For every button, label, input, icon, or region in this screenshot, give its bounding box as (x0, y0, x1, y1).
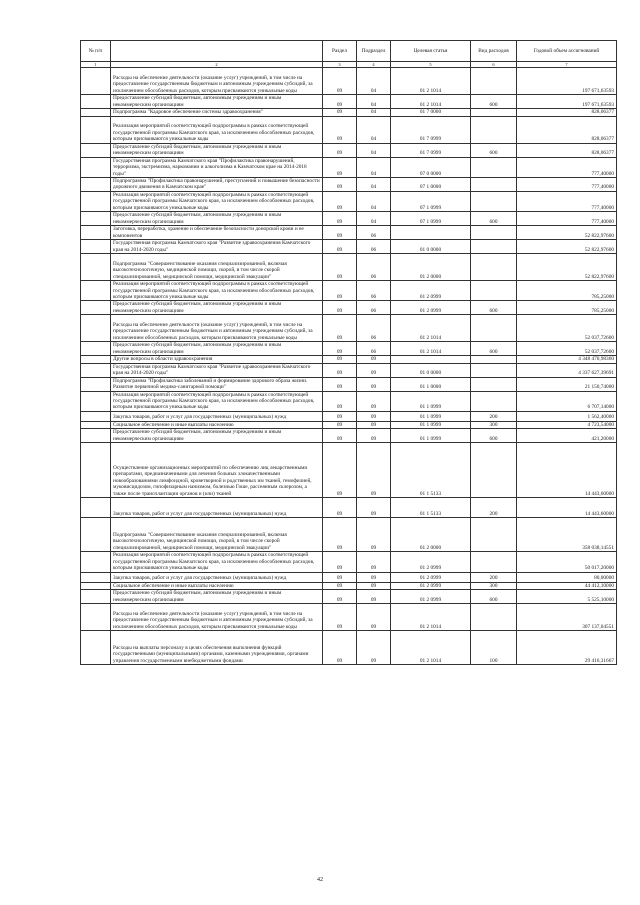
subsection-cell: 09 (357, 498, 391, 518)
section-cell: 09 (323, 315, 357, 342)
expense-type-cell (471, 191, 517, 211)
index-cell: 3 (323, 62, 357, 68)
target-article-cell: 01 2 1014 (391, 315, 471, 342)
target-article-cell: 01 2 0999 (391, 590, 471, 604)
table-row (81, 143, 617, 157)
section-cell: 09 (323, 443, 357, 498)
subsection-cell: 09 (357, 572, 391, 582)
target-article-cell: 01 0 0000 (391, 240, 471, 254)
table-row (81, 254, 617, 281)
amount-cell: 50 017,20000 (517, 552, 617, 572)
target-article-cell: 01 1 0000 (391, 377, 471, 391)
row-number-cell (81, 603, 111, 630)
expense-name-cell: Закупка товаров, работ и услуг для государственных (муниципальных) нужд (111, 411, 323, 421)
col-amount-header: Годовой объем ассигнований (517, 41, 617, 62)
table-row (81, 109, 617, 116)
expense-name-cell: Государственная программа Камчатского края "Профилактика правонарушений, терроризма, экстремизма, наркомании и алкоголизма в Камчатском крае на 2014-2018 годы" (111, 157, 323, 177)
expense-name-cell: Социальное обеспечение и иные выплаты населению (111, 582, 323, 589)
expense-name-cell: Подпрограмма "Совершенствование оказания специализированной, включая высокотехнологичную, медицинской помощи, скорой, в том числе скорой специализированной, медицинской помощи, медицинской эвакуации" (111, 518, 323, 552)
table-row (81, 342, 617, 356)
expense-name-cell: Предоставление субсидий бюджетным, автономным учреждениям и иным некоммерческим организациям (111, 590, 323, 604)
amount-cell: 777,40000 (517, 178, 617, 192)
target-article-cell: 01 2 1014 (391, 603, 471, 630)
target-article-cell: 01 2 0000 (391, 518, 471, 552)
target-article-cell: 01 2 1014 (391, 95, 471, 109)
section-cell: 09 (323, 363, 357, 377)
amount-cell: 52 822,97600 (517, 226, 617, 240)
row-number-cell (81, 240, 111, 254)
expense-type-cell (471, 315, 517, 342)
expense-type-cell: 200 (471, 411, 517, 421)
amount-cell: 4 337 627,39691 (517, 363, 617, 377)
col-num-header: № п/п (81, 41, 111, 62)
table-row (81, 212, 617, 226)
expense-name-cell: Подпрограмма "Профилактика заболеваний и формирование здорового образа жизни. Развитие первичной медико-санитарной помощи" (111, 377, 323, 391)
subsection-cell: 09 (357, 552, 391, 572)
row-number-cell (81, 356, 111, 363)
row-number-cell (81, 582, 111, 589)
table-row (81, 116, 617, 143)
target-article-cell: 01 7 0999 (391, 116, 471, 143)
index-cell: 2 (111, 62, 323, 68)
row-number-cell (81, 143, 111, 157)
section-cell: 09 (323, 582, 357, 589)
table-row (81, 281, 617, 301)
section-cell: 09 (323, 109, 357, 116)
expense-type-cell (471, 109, 517, 116)
table-row (81, 421, 617, 428)
expense-type-cell: 600 (471, 342, 517, 356)
row-number-cell (81, 411, 111, 421)
subsection-cell: 06 (357, 281, 391, 301)
target-article-cell: 07 1 0000 (391, 178, 471, 192)
table-body (81, 68, 617, 665)
subsection-cell: 06 (357, 226, 391, 240)
expense-name-cell: Реализация мероприятий соответствующей подпрограммы в рамках соответствующей государственной программы Камчатского края, за исключением обособленных расходов, которым присваиваются уникальные коды (111, 391, 323, 411)
section-cell: 09 (323, 421, 357, 428)
section-cell: 09 (323, 603, 357, 630)
section-cell: 09 (323, 95, 357, 109)
target-article-cell: 07 1 0999 (391, 191, 471, 211)
target-article-cell: 01 1 0999 (391, 421, 471, 428)
row-number-cell (81, 178, 111, 192)
section-cell: 09 (323, 498, 357, 518)
expense-name-cell: Реализация мероприятий соответствующей подпрограммы в рамках соответствующей государственной программы Камчатского края, за исключением обособленных расходов, которым присваиваются уникальные коды (111, 281, 323, 301)
section-cell: 09 (323, 590, 357, 604)
expense-type-cell (471, 226, 517, 240)
expense-type-cell (471, 552, 517, 572)
expense-name-cell: Государственная программа Камчатского края "Развитие здравоохранения Камчатского края на 2014-2020 годы" (111, 240, 323, 254)
section-cell: 09 (323, 116, 357, 143)
table-row (81, 363, 617, 377)
expense-name-cell: Реализация мероприятий соответствующей подпрограммы в рамках соответствующей государственной программы Камчатского края, за исключением обособленных расходов, которым присваиваются уникальные коды (111, 116, 323, 143)
row-number-cell (81, 391, 111, 411)
expense-type-cell (471, 363, 517, 377)
expense-type-cell: 600 (471, 212, 517, 226)
row-number-cell (81, 157, 111, 177)
target-article-cell: 01 1 0999 (391, 429, 471, 443)
amount-cell: 80,00000 (517, 572, 617, 582)
row-number-cell (81, 421, 111, 428)
expense-name-cell: Предоставление субсидий бюджетным, автономным учреждениям и иным некоммерческим организациям (111, 143, 323, 157)
row-number-cell (81, 590, 111, 604)
subsection-cell: 04 (357, 178, 391, 192)
table-row (81, 572, 617, 582)
subsection-cell: 04 (357, 95, 391, 109)
index-cell: 5 (391, 62, 471, 68)
section-cell: 09 (323, 572, 357, 582)
table-header (81, 41, 617, 68)
subsection-cell: 09 (357, 363, 391, 377)
expense-name-cell: Расходы на обеспечение деятельности (оказание услуг) учреждений, в том числе на предоставление государственным бюджетным и автономным учреждениям субсидий, за исключением обособленных расходов, которым присваиваются уникальные коды (111, 603, 323, 630)
budget-table (80, 40, 617, 665)
table-row (81, 191, 617, 211)
section-cell: 09 (323, 342, 357, 356)
target-article-cell (391, 356, 471, 363)
amount-cell: 828,06377 (517, 143, 617, 157)
amount-cell: 777,40000 (517, 212, 617, 226)
table-row (81, 157, 617, 177)
expense-type-cell (471, 157, 517, 177)
table-row (81, 552, 617, 572)
expense-type-cell: 600 (471, 590, 517, 604)
subsection-cell: 06 (357, 315, 391, 342)
table-row (81, 498, 617, 518)
section-cell: 09 (323, 212, 357, 226)
subsection-cell: 06 (357, 254, 391, 281)
amount-cell: 4 723,54000 (517, 421, 617, 428)
col-section-header: Раздел (323, 41, 357, 62)
subsection-cell: 06 (357, 301, 391, 315)
target-article-cell: 07 1 0999 (391, 212, 471, 226)
subsection-cell: 06 (357, 342, 391, 356)
target-article-cell: 01 2 0999 (391, 582, 471, 589)
expense-name-cell: Государственная программа Камчатского края "Развитие здравоохранения Камчатского края на 2014-2020 годы" (111, 363, 323, 377)
amount-cell: 52 822,97600 (517, 240, 617, 254)
amount-cell: 307 137,04551 (517, 603, 617, 630)
target-article-cell: 01 7 0000 (391, 109, 471, 116)
row-number-cell (81, 281, 111, 301)
col-name-header (111, 41, 323, 62)
amount-cell: 828,06377 (517, 116, 617, 143)
amount-cell: 14 443,60000 (517, 443, 617, 498)
table-row (81, 582, 617, 589)
table-row (81, 315, 617, 342)
row-number-cell (81, 377, 111, 391)
subsection-cell: 09 (357, 443, 391, 498)
row-number-cell (81, 443, 111, 498)
row-number-cell (81, 552, 111, 572)
expense-name-cell: Осуществление организационных мероприятий по обеспечению лиц лекарственными препаратами, предназначенными для лечения больных злокачественными новообразованиями лимфоидной, кроветворной и родственных им тканей, гемофилией, муковисцидозом, гипофизарным нанизмом, болезнью Гоше, рассеянным склерозом, а также после трансплантации органов и (или) тканей (111, 443, 323, 498)
subsection-cell: 09 (357, 603, 391, 630)
row-number-cell (81, 226, 111, 240)
expense-name-cell: Предоставление субсидий бюджетным, автономным учреждениям и иным некоммерческим организациям (111, 342, 323, 356)
target-article-cell (391, 226, 471, 240)
subsection-cell: 09 (357, 429, 391, 443)
subsection-cell: 09 (357, 518, 391, 552)
row-number-cell (81, 191, 111, 211)
target-article-cell: 01 1 5133 (391, 498, 471, 518)
expense-name-cell: Предоставление субсидий бюджетным, автономным учреждениям и иным некоммерческим организациям (111, 95, 323, 109)
section-cell: 09 (323, 240, 357, 254)
section-cell: 09 (323, 391, 357, 411)
amount-cell: 421,20000 (517, 429, 617, 443)
index-cell: 6 (471, 62, 517, 68)
subsection-cell: 09 (357, 391, 391, 411)
target-article-cell: 01 0 0000 (391, 363, 471, 377)
expense-type-cell (471, 281, 517, 301)
expense-type-cell: 100 (471, 630, 517, 664)
section-cell: 09 (323, 157, 357, 177)
expense-type-cell: 200 (471, 572, 517, 582)
col-subsection-header: Подраздел (357, 41, 391, 62)
section-cell: 09 (323, 178, 357, 192)
subsection-cell: 09 (357, 377, 391, 391)
amount-cell: 358 038,14551 (517, 518, 617, 552)
expense-name-cell: Социальное обеспечение и иные выплаты населению (111, 421, 323, 428)
table-row (81, 68, 617, 95)
section-cell: 09 (323, 429, 357, 443)
expense-type-cell (471, 356, 517, 363)
expense-type-cell (471, 391, 517, 411)
section-cell: 09 (323, 254, 357, 281)
section-cell: 09 (323, 68, 357, 95)
expense-type-cell: 300 (471, 421, 517, 428)
col-type-header: Вид расходов (471, 41, 517, 62)
amount-cell: 785,25000 (517, 301, 617, 315)
expense-type-cell: 600 (471, 429, 517, 443)
amount-cell: 14 443,60000 (517, 498, 617, 518)
subsection-cell: 09 (357, 356, 391, 363)
row-number-cell (81, 116, 111, 143)
expense-name-cell: Закупка товаров, работ и услуг для государственных (муниципальных) нужд (111, 572, 323, 582)
table-row (81, 391, 617, 411)
expense-name-cell: Предоставление субсидий бюджетным, автономным учреждениям и иным некоммерческим организациям (111, 212, 323, 226)
expense-type-cell (471, 603, 517, 630)
amount-cell: 44 412,10000 (517, 582, 617, 589)
amount-cell: 777,40000 (517, 191, 617, 211)
target-article-cell: 01 2 1014 (391, 630, 471, 664)
expense-name-cell: Реализация мероприятий соответствующей подпрограммы в рамках соответствующей государственной программы Камчатского края, за исключением обособленных расходов, которым присваиваются уникальные коды (111, 552, 323, 572)
row-number-cell (81, 315, 111, 342)
section-cell: 09 (323, 226, 357, 240)
section-cell: 09 (323, 630, 357, 664)
amount-cell: 52 822,97600 (517, 254, 617, 281)
target-article-cell: 01 7 0999 (391, 143, 471, 157)
expense-type-cell (471, 240, 517, 254)
table-row (81, 411, 617, 421)
expense-name-cell: Подпрограмма "Совершенствование оказания специализированной, включая высокотехнологичную, медицинской помощи, скорой, в том числе скорой специализированной, медицинской помощи, медицинской эвакуации" (111, 254, 323, 281)
section-cell: 09 (323, 301, 357, 315)
expense-name-cell: Расходы на обеспечение деятельности (оказание услуг) учреждений, в том числе на предоставление государственным бюджетным и автономным учреждениям субсидий, за исключением обособленных расходов, которым присваиваются уникальные коды (111, 315, 323, 342)
section-cell: 09 (323, 518, 357, 552)
subsection-cell: 09 (357, 582, 391, 589)
target-article-cell: 01 2 0999 (391, 281, 471, 301)
table-row (81, 301, 617, 315)
expense-type-cell: 600 (471, 95, 517, 109)
amount-cell: 6 707,14000 (517, 391, 617, 411)
expense-type-cell (471, 178, 517, 192)
expense-name-cell: Другие вопросы в области здравоохранения (111, 356, 323, 363)
table-row (81, 377, 617, 391)
amount-cell: 52 037,72600 (517, 315, 617, 342)
subsection-cell: 04 (357, 68, 391, 95)
target-article-cell: 01 2 0000 (391, 254, 471, 281)
table-row (81, 240, 617, 254)
section-cell: 09 (323, 281, 357, 301)
index-cell: 4 (357, 62, 391, 68)
subsection-cell: 04 (357, 157, 391, 177)
section-cell: 09 (323, 411, 357, 421)
target-article-cell: 01 1 0999 (391, 391, 471, 411)
amount-cell: 777,40000 (517, 157, 617, 177)
target-article-cell: 01 1 5133 (391, 443, 471, 498)
target-article-cell: 01 1 0999 (391, 411, 471, 421)
expense-type-cell: 200 (471, 498, 517, 518)
expense-name-cell: Расходы на обеспечение деятельности (оказание услуг) учреждений, в том числе на предоставление государственным бюджетным и автономным учреждениям субсидий, за исключением обособленных расходов, которым присваиваются уникальные коды (111, 68, 323, 95)
subsection-cell: 09 (357, 411, 391, 421)
section-cell: 09 (323, 143, 357, 157)
index-cell: 1 (81, 62, 111, 68)
section-cell: 09 (323, 356, 357, 363)
table-row (81, 95, 617, 109)
subsection-cell: 04 (357, 143, 391, 157)
expense-type-cell: 300 (471, 582, 517, 589)
row-number-cell (81, 363, 111, 377)
expense-name-cell: Закупка товаров, работ и услуг для государственных (муниципальных) нужд (111, 498, 323, 518)
target-article-cell: 07 0 0000 (391, 157, 471, 177)
row-number-cell (81, 254, 111, 281)
table-row (81, 630, 617, 664)
expense-type-cell (471, 518, 517, 552)
target-article-cell: 01 2 0999 (391, 552, 471, 572)
row-number-cell (81, 429, 111, 443)
amount-cell: 52 037,72600 (517, 342, 617, 356)
expense-type-cell (471, 68, 517, 95)
amount-cell: 197 671,63593 (517, 68, 617, 95)
row-number-cell (81, 630, 111, 664)
page-number: 42 (317, 877, 323, 883)
index-cell: 7 (517, 62, 617, 68)
amount-cell: 828,06377 (517, 109, 617, 116)
target-article-cell: 01 2 0999 (391, 572, 471, 582)
amount-cell: 785,25000 (517, 281, 617, 301)
expense-type-cell (471, 254, 517, 281)
amount-cell: 4 348 470,98360 (517, 356, 617, 363)
table-row (81, 178, 617, 192)
amount-cell: 197 671,63593 (517, 95, 617, 109)
amount-cell: 29 416,31667 (517, 630, 617, 664)
section-cell: 09 (323, 377, 357, 391)
expense-name-cell: Подпрограмма "Профилактика правонарушений, преступлений и повышение безопасности дорожного движения в Камчатском крае" (111, 178, 323, 192)
table-row (81, 226, 617, 240)
expense-type-cell (471, 116, 517, 143)
row-number-cell (81, 342, 111, 356)
subsection-cell: 04 (357, 212, 391, 226)
table-row (81, 429, 617, 443)
expense-type-cell: 600 (471, 301, 517, 315)
table-row (81, 518, 617, 552)
table-row (81, 356, 617, 363)
subsection-cell: 04 (357, 191, 391, 211)
expense-name-cell: Подпрограмма "Кадровое обеспечение системы здравоохранения" (111, 109, 323, 116)
expense-type-cell: 600 (471, 143, 517, 157)
table-row (81, 603, 617, 630)
section-cell: 09 (323, 191, 357, 211)
row-number-cell (81, 498, 111, 518)
subsection-cell: 09 (357, 630, 391, 664)
subsection-cell: 06 (357, 240, 391, 254)
row-number-cell (81, 301, 111, 315)
amount-cell: 5 525,10000 (517, 590, 617, 604)
amount-cell: 1 562,40000 (517, 411, 617, 421)
table-row (81, 443, 617, 498)
subsection-cell: 09 (357, 421, 391, 428)
subsection-cell: 09 (357, 590, 391, 604)
target-article-cell: 01 2 1014 (391, 342, 471, 356)
expense-name-cell: Заготовка, переработка, хранение и обеспечение безопасности донорской крови и ее компонентов (111, 226, 323, 240)
col-target-header: Целевая статья (391, 41, 471, 62)
subsection-cell: 04 (357, 109, 391, 116)
expense-name-cell: Предоставление субсидий бюджетным, автономным учреждениям и иным некоммерческим организациям (111, 301, 323, 315)
row-number-cell (81, 518, 111, 552)
target-article-cell: 01 2 1014 (391, 68, 471, 95)
section-cell: 09 (323, 552, 357, 572)
row-number-cell (81, 68, 111, 95)
expense-name-cell: Расходы на выплаты персоналу в целях обеспечения выполнения функций государственными (муниципальными) органами, казенными учреждениями, органами управления государственными внебюджетными фондами (111, 630, 323, 664)
expense-name-cell: Предоставление субсидий бюджетным, автономным учреждениям и иным некоммерческим организациям (111, 429, 323, 443)
row-number-cell (81, 212, 111, 226)
row-number-cell (81, 109, 111, 116)
expense-type-cell (471, 377, 517, 391)
row-number-cell (81, 95, 111, 109)
row-number-cell (81, 572, 111, 582)
target-article-cell: 01 2 0999 (391, 301, 471, 315)
subsection-cell: 04 (357, 116, 391, 143)
expense-name-cell: Реализация мероприятий соответствующей подпрограммы в рамках соответствующей государственной программы Камчатского края, за исключением обособленных расходов, которым присваиваются уникальные коды (111, 191, 323, 211)
expense-type-cell (471, 443, 517, 498)
amount-cell: 21 150,74000 (517, 377, 617, 391)
table-row (81, 590, 617, 604)
